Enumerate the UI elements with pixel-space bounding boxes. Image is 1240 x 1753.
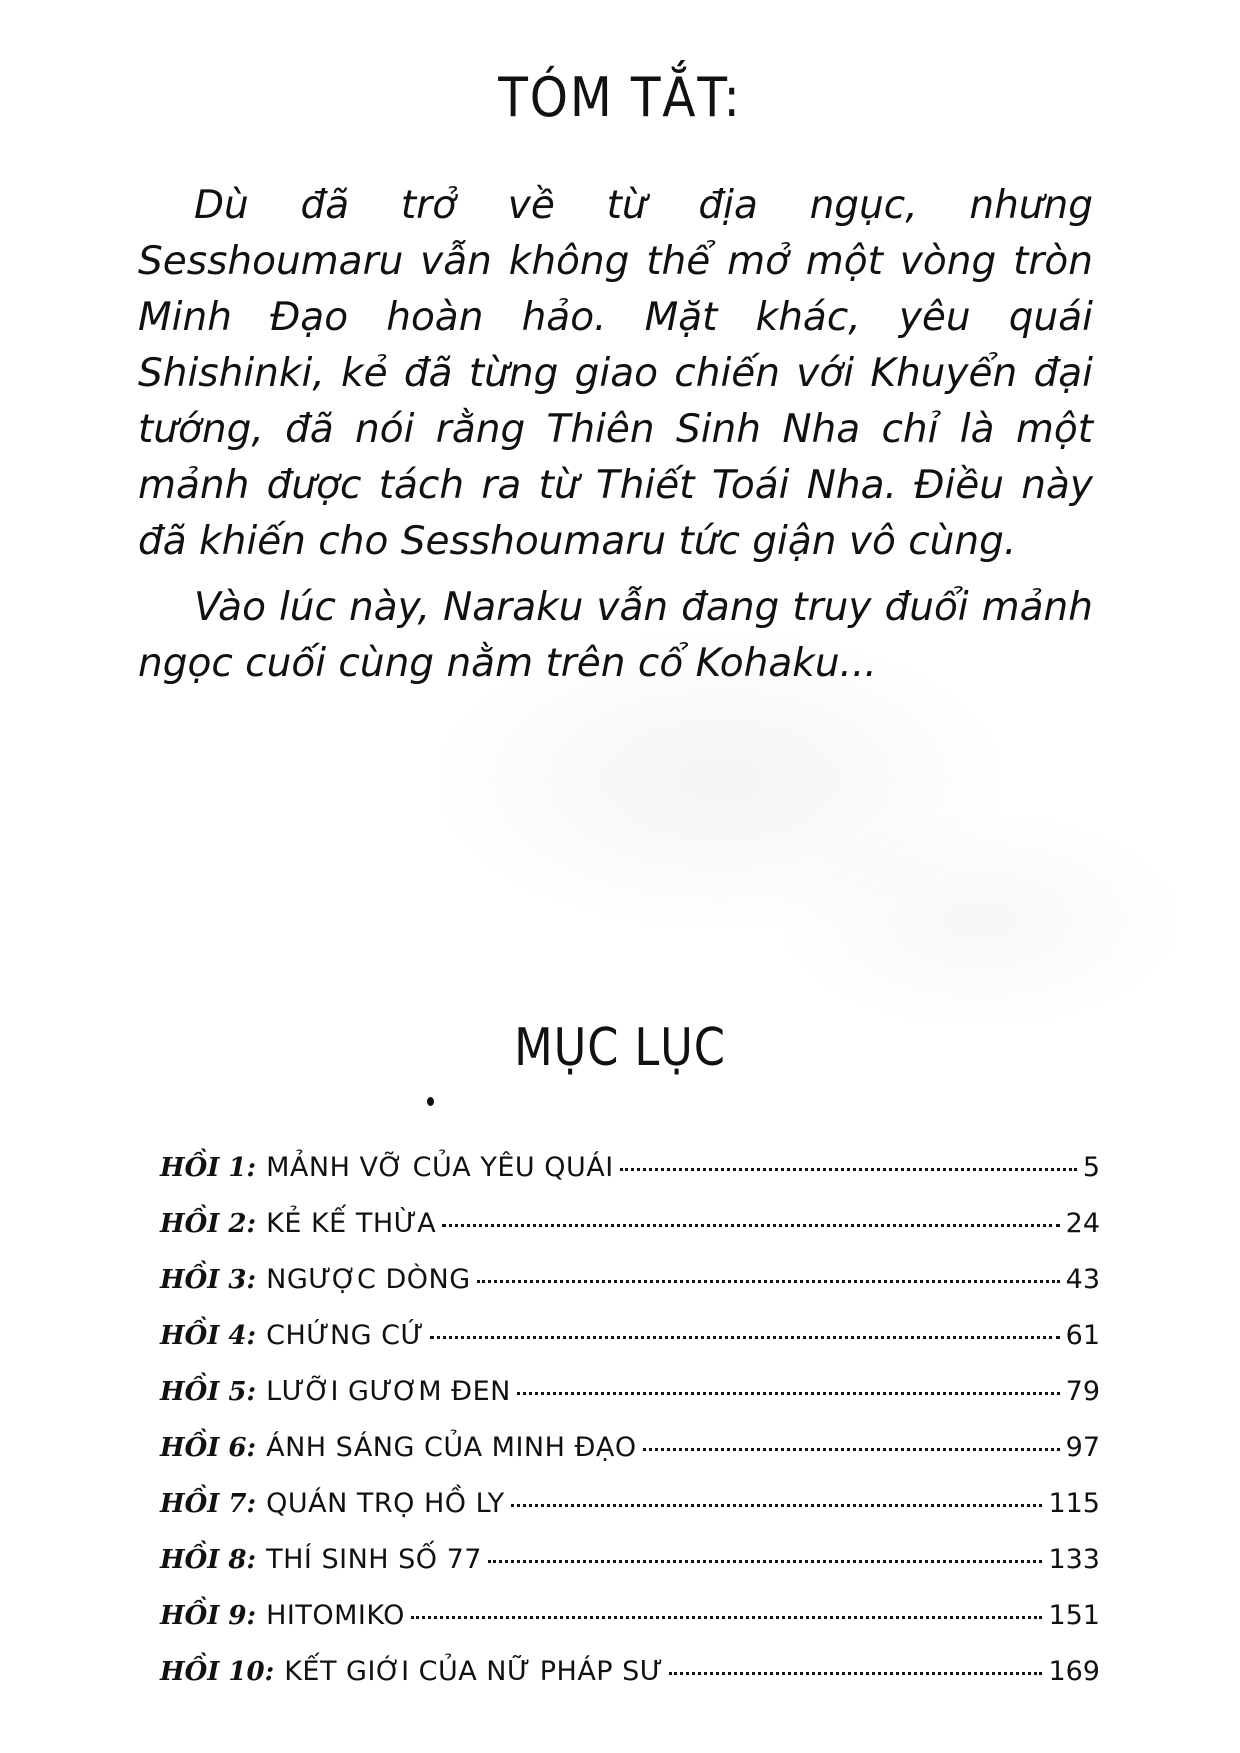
toc-leader-dots [511, 1504, 1043, 1507]
toc-entry-page: 43 [1065, 1264, 1100, 1295]
toc-entry [160, 1376, 1100, 1432]
toc-entry-number: HỒI 8: [160, 1545, 257, 1575]
toc-leader-dots [430, 1336, 1059, 1339]
toc-entry [160, 1264, 1100, 1320]
toc-entry [160, 1432, 1100, 1488]
table-of-contents [160, 1152, 1100, 1712]
toc-leader-dots [517, 1392, 1060, 1395]
toc-entry [160, 1544, 1100, 1600]
toc-entry [160, 1600, 1100, 1656]
toc-entry-title: MẢNH VỠ CỦA YÊU QUÁI [266, 1152, 614, 1183]
toc-entry-number: HỒI 4: [160, 1321, 257, 1351]
toc-entry-title: CHỨNG CỨ [266, 1320, 425, 1351]
summary-paragraph: Vào lúc này, Naraku vẫn đang truy đuổi mảnh ngọc cuối cùng nằm trên cổ Kohaku... [138, 585, 1093, 686]
toc-entry-page: 169 [1048, 1656, 1100, 1687]
toc-entry-number: HỒI 10: [160, 1657, 275, 1687]
toc-entry-page: 133 [1048, 1544, 1100, 1575]
toc-entry [160, 1320, 1100, 1376]
toc-entry-number: HỒI 5: [160, 1377, 257, 1407]
toc-entry-number: HỒI 6: [160, 1433, 257, 1463]
toc-entry [160, 1152, 1100, 1208]
toc-entry [160, 1488, 1100, 1544]
toc-entry-page: 151 [1048, 1600, 1100, 1631]
toc-entry-page: 24 [1065, 1208, 1100, 1239]
summary-body [138, 178, 1093, 692]
toc-entry [160, 1656, 1100, 1712]
toc-entry-page: 61 [1065, 1320, 1100, 1351]
toc-entry [160, 1208, 1100, 1264]
toc-entry-page: 115 [1048, 1488, 1100, 1519]
toc-heading: MỤC LỤC [514, 1018, 726, 1078]
toc-entry-page: 79 [1065, 1376, 1100, 1407]
toc-entry-title: KẾT GIỚI CỦA NỮ PHÁP SƯ [284, 1656, 664, 1687]
toc-leader-dots [411, 1616, 1043, 1619]
toc-leader-dots [620, 1168, 1077, 1171]
toc-leader-dots [477, 1280, 1060, 1283]
ink-dot [427, 1097, 434, 1106]
toc-entry-number: HỒI 7: [160, 1489, 257, 1519]
toc-entry-number: HỒI 3: [160, 1265, 257, 1295]
toc-leader-dots [488, 1560, 1042, 1563]
toc-entry-title: QUÁN TRỌ HỒ LY [266, 1488, 505, 1519]
toc-entry-title: THÍ SINH SỐ 77 [266, 1544, 482, 1575]
toc-entry-title: HITOMIKO [266, 1600, 405, 1631]
toc-entry-number: HỒI 2: [160, 1209, 257, 1239]
toc-entry-page: 97 [1065, 1432, 1100, 1463]
toc-leader-dots [669, 1672, 1042, 1675]
summary-heading: TÓM TẮT: [498, 66, 742, 129]
toc-entry-number: HỒI 1: [160, 1153, 257, 1183]
toc-entry-title: NGƯỢC DÒNG [266, 1264, 471, 1295]
toc-entry-number: HỒI 9: [160, 1601, 257, 1631]
toc-leader-dots [442, 1224, 1059, 1227]
toc-entry-title: LƯỠI GƯƠM ĐEN [266, 1376, 511, 1407]
toc-entry-title: ÁNH SÁNG CỦA MINH ĐẠO [266, 1432, 637, 1463]
toc-leader-dots [643, 1448, 1060, 1451]
toc-entry-page: 5 [1082, 1152, 1100, 1183]
toc-entry-title: KẺ KẾ THỪA [266, 1208, 437, 1239]
summary-paragraph: Dù đã trở về từ địa ngục, nhưng Sesshoumaru vẫn không thể mở một vòng tròn Minh Đạo hoàn hảo. Mặt khác, yêu quái Shishinki, kẻ đã từng giao chiến với Khuyển đại tướng, đã nói rằng Thiên Sinh Nha chỉ là một mảnh được tách ra từ Thiết Toái Nha. Điều này đã khiến cho Sesshoumaru tức giận vô cùng. [138, 183, 1093, 564]
